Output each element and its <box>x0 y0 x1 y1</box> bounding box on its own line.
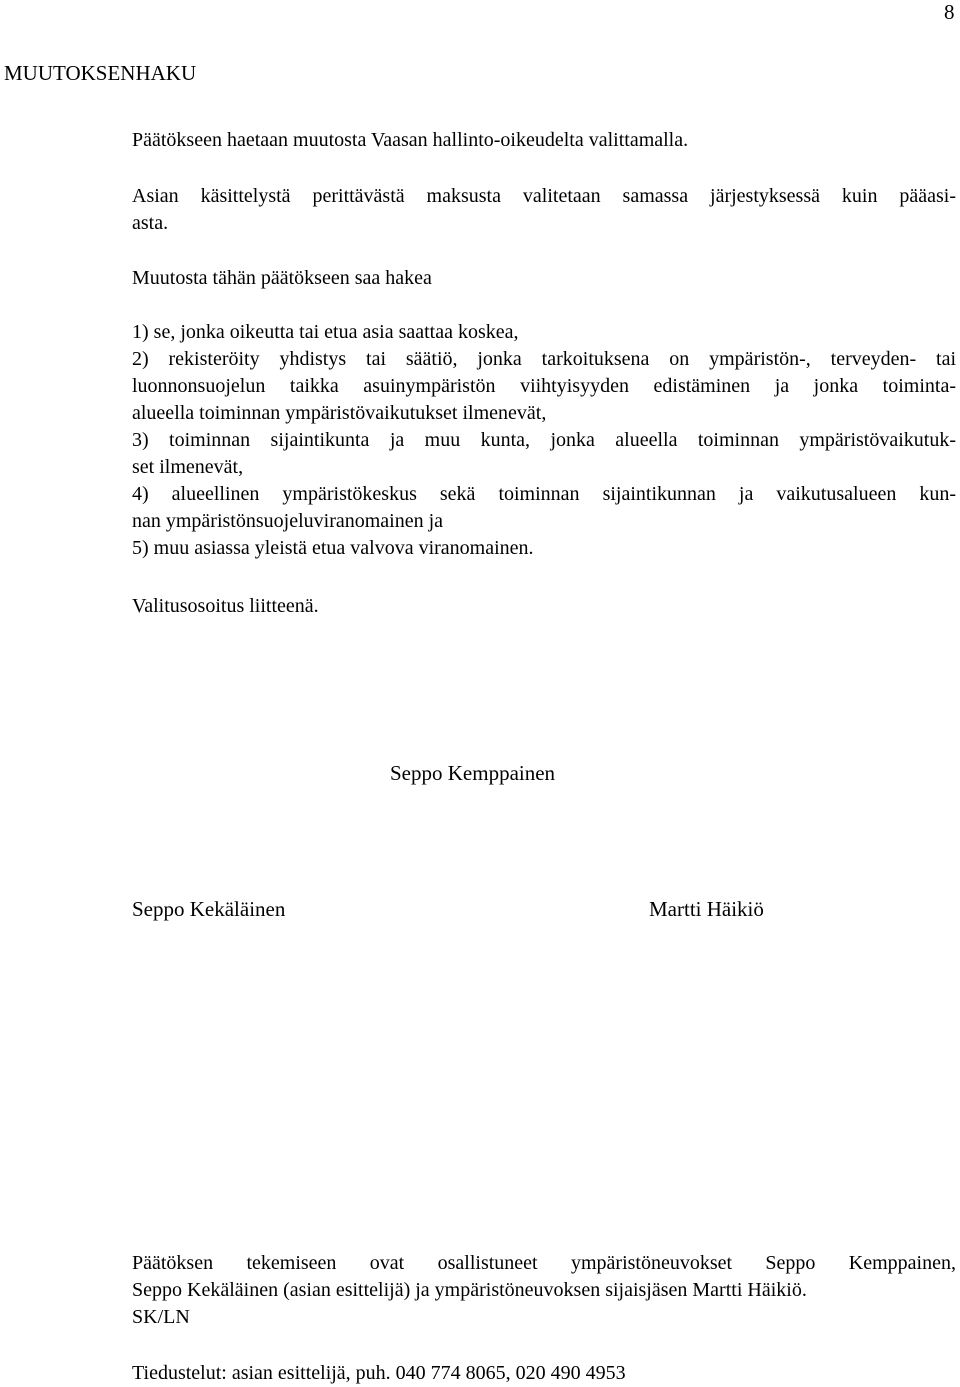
fee-line-2: asta. <box>132 212 169 234</box>
section-title: MUUTOKSENHAKU <box>4 61 197 85</box>
list-line: 2) rekisteröity yhdistys tai säätiö, jonka tarkoituksena on ympäristön-, terveyden- tai <box>132 348 956 370</box>
list-line: 5) muu asiassa yleistä etua valvova viranomainen. <box>132 537 534 559</box>
fee-paragraph <box>132 183 956 237</box>
signature-presenter: Seppo Kekäläinen <box>132 897 286 921</box>
who-can-appeal-intro <box>132 265 956 292</box>
appeal-paragraph <box>132 127 956 154</box>
participants-line-2: Seppo Kekäläinen (asian esittelijä) ja ympäristöneuvoksen sijaisjäsen Martti Häikiö. <box>132 1279 807 1301</box>
list-line: alueella toiminnan ympäristövaikutukset ilmenevät, <box>132 402 547 424</box>
participants-paragraph <box>132 1250 956 1331</box>
instructions-paragraph <box>132 593 956 620</box>
list-line: 3) toiminnan sijaintikunta ja muu kunta, jonka alueella toiminnan ympäristövaikutuk- <box>132 429 956 451</box>
appellant-list <box>132 319 956 562</box>
page-number: 8 <box>944 0 955 24</box>
list-line: 1) se, jonka oikeutta tai etua asia saattaa koskea, <box>132 321 519 343</box>
participants-line-1: Päätöksen tekemiseen ovat osallistuneet ympäristöneuvokset Seppo Kemppainen, <box>132 1252 956 1274</box>
list-line: 4) alueellinen ympäristökeskus sekä toiminnan sijaintikunnan ja vaikutusalueen kun- <box>132 483 956 505</box>
list-line: nan ympäristönsuojeluviranomainen ja <box>132 510 444 532</box>
appeal-line: Päätökseen haetaan muutosta Vaasan hallinto-oikeudelta valittamalla. <box>132 129 689 151</box>
contact-paragraph <box>132 1360 956 1387</box>
list-line: set ilmenevät, <box>132 456 244 478</box>
participants-line-3: SK/LN <box>132 1306 190 1328</box>
instructions-line: Valitusosoitus liitteenä. <box>132 595 319 617</box>
intro-line: Muutosta tähän päätökseen saa hakea <box>132 267 432 289</box>
contact-line: Tiedustelut: asian esittelijä, puh. 040 774 8065, 020 490 4953 <box>132 1362 626 1384</box>
list-line: luonnonsuojelun taikka asuinympäristön viihtyisyyden edistäminen ja jonka toiminta- <box>132 375 956 397</box>
fee-line-1: Asian käsittelystä perittävästä maksusta valitetaan samassa järjestyksessä kuin pääasi- <box>132 185 956 207</box>
signature-member: Martti Häikiö <box>649 897 764 921</box>
signature-chair: Seppo Kemppainen <box>390 761 556 785</box>
